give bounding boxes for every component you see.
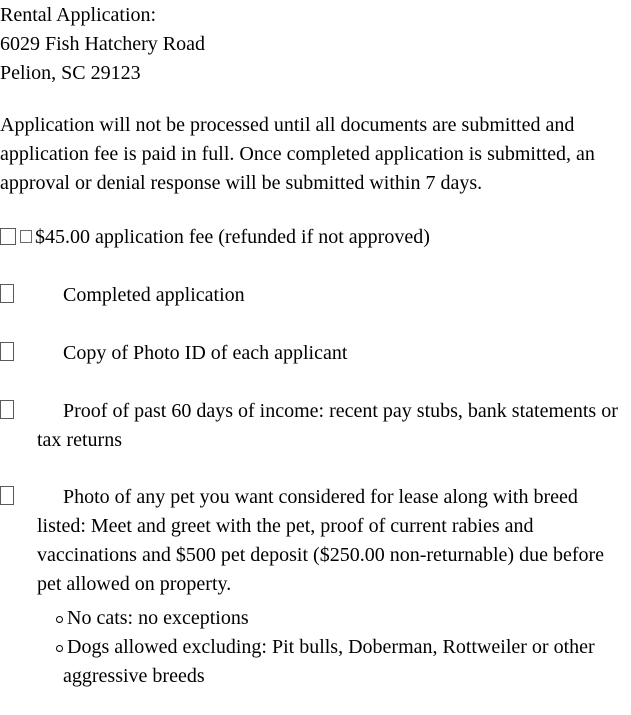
checklist-item-label: Proof of past 60 days of income: recent pay stubs, bank statements or tax returns bbox=[37, 400, 618, 451]
pet-rule-label: No cats: no exceptions bbox=[67, 607, 249, 629]
checkbox-icon[interactable] bbox=[0, 400, 14, 419]
checklist-item-photo-id bbox=[0, 339, 631, 368]
checkbox-icon[interactable] bbox=[0, 284, 14, 303]
document-header bbox=[0, 1, 631, 88]
intro-paragraph: Application will not be processed until all documents are submitted and application fee is paid in full. Once completed application is submitted, an approval or denial response will be submitted within 7 days. bbox=[0, 114, 595, 194]
checklist-item-label: Copy of Photo ID of each applicant bbox=[63, 342, 348, 364]
checklist-item-completed-application bbox=[0, 281, 631, 310]
document-title: Rental Application: bbox=[0, 4, 157, 26]
checkbox-icon[interactable] bbox=[0, 342, 14, 361]
checkbox-icon[interactable] bbox=[20, 230, 32, 243]
checklist-item-label: Photo of any pet you want considered for lease along with breed listed: Meet and greet with the pet, proof of current rabies and vaccinations and $500 pet deposit ($250.00 non-returnable) due before pet allowed on property. bbox=[37, 486, 605, 595]
checklist-item-proof-of-income bbox=[0, 397, 631, 455]
fee-item-label: $45.00 application fee (refunded if not approved) bbox=[35, 226, 430, 248]
checkbox-icon[interactable] bbox=[0, 486, 14, 505]
checklist-item-label: Completed application bbox=[63, 284, 245, 306]
checklist-item-pet-photo bbox=[0, 483, 631, 599]
address-line-2: Pelion, SC 29123 bbox=[0, 62, 141, 84]
pet-rule-dogs-excluded bbox=[0, 633, 631, 691]
pet-rule-no-cats bbox=[0, 604, 631, 633]
address-line-1: 6029 Fish Hatchery Road bbox=[0, 33, 205, 55]
circle-bullet-icon bbox=[56, 616, 63, 623]
pet-rule-label: Dogs allowed excluding: Pit bulls, Doberman, Rottweiler or other aggressive breeds bbox=[63, 636, 595, 687]
circle-bullet-icon bbox=[56, 645, 63, 652]
checklist-item-application-fee bbox=[0, 223, 631, 252]
pet-rules-list bbox=[0, 604, 631, 691]
checkbox-icon[interactable] bbox=[0, 228, 16, 245]
